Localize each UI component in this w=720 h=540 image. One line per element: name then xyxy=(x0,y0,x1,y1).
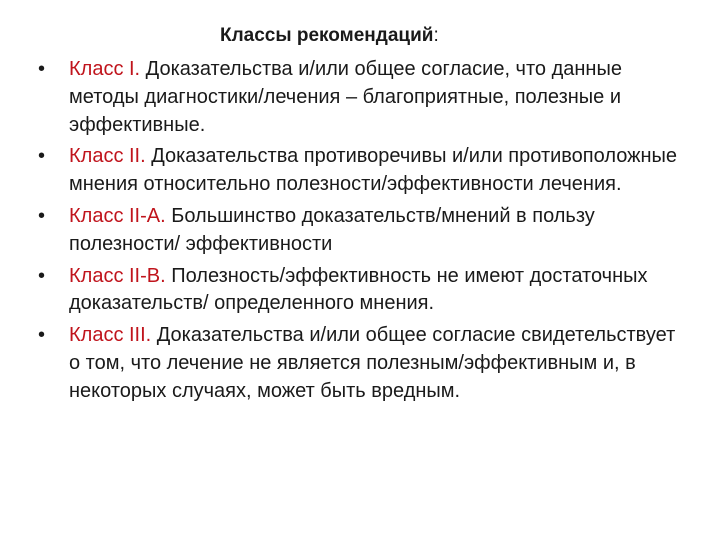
class-label: Класс III. xyxy=(69,324,152,347)
class-label: Класс II-B. xyxy=(69,264,166,287)
class-description: Доказательства противоречивы и/или противоположные мнения относительно полезности/эффективности лечения. xyxy=(69,145,678,196)
list-item-class-ii-a xyxy=(38,203,678,259)
bullet-icon: • xyxy=(38,145,46,168)
list-item-class-ii xyxy=(38,143,678,199)
title-colon: : xyxy=(433,25,439,46)
list-item-class-ii-b xyxy=(38,263,678,319)
class-label: Класс II-A. xyxy=(69,204,166,227)
bullet-icon: • xyxy=(38,264,46,287)
slide-title xyxy=(220,24,439,48)
class-label: Класс I. xyxy=(69,58,141,80)
recommendation-classes-list xyxy=(38,56,678,410)
title-text: Классы рекомендаций xyxy=(220,25,434,46)
class-label: Класс II. xyxy=(69,145,146,168)
class-description: Большинство доказательств/мнений в пользу полезности/ эффективности xyxy=(69,204,595,255)
list-item-class-i xyxy=(38,56,678,139)
class-description: Полезность/эффективность не имеют достаточных доказательств/ определенного мнения. xyxy=(69,264,648,315)
class-description: Доказательства и/или общее согласие, что данные методы диагностики/лечения – благоприятные, полезные и эффективные. xyxy=(69,58,622,136)
bullet-icon: • xyxy=(38,324,46,347)
list-item-class-iii xyxy=(38,322,678,405)
class-description: Доказательства и/или общее согласие свидетельствует о том, что лечение не является полезным/эффективным и, в некоторых случаях, может быть вредным. xyxy=(69,324,676,402)
bullet-icon: • xyxy=(38,58,46,80)
bullet-icon: • xyxy=(38,204,46,227)
